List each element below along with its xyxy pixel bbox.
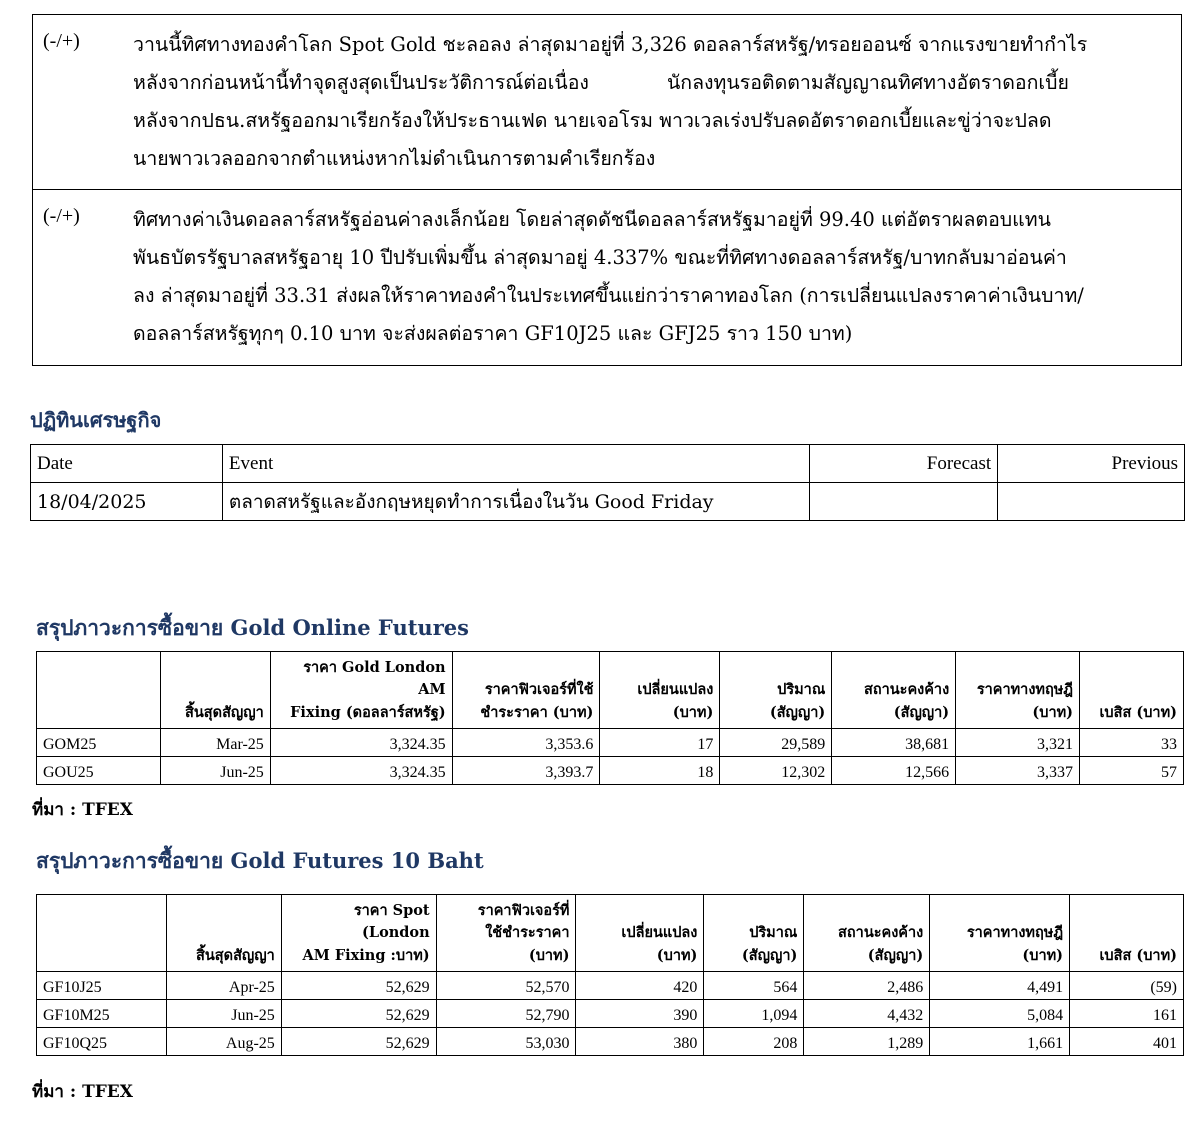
cell-theoretical: 1,661 bbox=[930, 1028, 1070, 1056]
cell-symbol: GOU25 bbox=[37, 757, 161, 785]
commentary-marker: (-/+) bbox=[43, 30, 80, 52]
header-line-top: ปริมาณ bbox=[777, 681, 826, 699]
header-line-top: ราคาฟิวเจอร์ที่ bbox=[477, 902, 570, 919]
gold-futures-10-baht-source: ที่มา : TFEX bbox=[32, 1082, 133, 1102]
column-header-settlement bbox=[452, 652, 600, 729]
header-line-top: ราคาทางทฤษฎี bbox=[976, 681, 1074, 699]
column-header-expiry bbox=[160, 652, 270, 729]
column-header-previous: Previous bbox=[998, 445, 1185, 483]
table-header-row bbox=[37, 895, 1184, 972]
cell-london-am-fixing: 3,324.35 bbox=[270, 729, 452, 757]
commentary-line bbox=[133, 65, 1167, 101]
commentary-line-part: หลังจากก่อนหน้านี้ทำจุดสูงสุดเป็นประวัติการณ์ต่อเนื่อง bbox=[133, 71, 589, 95]
header-line-bottom: (สัญญา) bbox=[893, 703, 950, 721]
header-line-top: ราคา Spot (London bbox=[353, 902, 430, 942]
commentary-row bbox=[33, 190, 1181, 364]
column-header-basis bbox=[1080, 652, 1184, 729]
column-header-date: Date bbox=[31, 445, 223, 483]
gold-online-futures-table bbox=[36, 651, 1184, 785]
cell-theoretical: 3,337 bbox=[956, 757, 1080, 785]
header-line-bottom: AM Fixing :บาท) bbox=[302, 946, 430, 964]
cell-volume: 564 bbox=[704, 972, 804, 1000]
cell-spot: 52,629 bbox=[281, 1028, 436, 1056]
cell-settlement: 52,790 bbox=[436, 1000, 576, 1028]
header-line-bottom: (สัญญา) bbox=[867, 946, 924, 964]
commentary-line: พันธบัตรรัฐบาลสหรัฐอายุ 10 ปีปรับเพิ่มขึ้น ล่าสุดมาอยู่ 4.337% ขณะที่ทิศทางดอลลาร์สหรัฐ/บาทกลับมาอ่อนค่า bbox=[133, 246, 1067, 270]
commentary-row bbox=[33, 15, 1181, 190]
header-line-bottom: (บาท) bbox=[1022, 946, 1064, 964]
column-header-forecast: Forecast bbox=[810, 445, 998, 483]
cell-change: 380 bbox=[576, 1028, 704, 1056]
table-header-row bbox=[31, 445, 1185, 483]
header-line-top: เบสิส (บาท) bbox=[1099, 703, 1177, 721]
economic-calendar-title: ปฏิทินเศรษฐกิจ bbox=[30, 408, 162, 432]
cell-settlement: 3,353.6 bbox=[452, 729, 600, 757]
column-header-volume bbox=[720, 652, 832, 729]
column-header-london-am-fixing bbox=[270, 652, 452, 729]
commentary-line: วานนี้ทิศทางทองคำโลก Spot Gold ชะลอลง ล่าสุดมาอยู่ที่ 3,326 ดอลลาร์สหรัฐ/ทรอยออนซ์ จากแรงขายทำกำไร bbox=[133, 33, 1088, 56]
cell-settlement: 3,393.7 bbox=[452, 757, 600, 785]
cell-symbol: GF10M25 bbox=[37, 1000, 167, 1028]
cell-symbol: GF10J25 bbox=[37, 972, 167, 1000]
cell-previous bbox=[998, 483, 1185, 521]
gold-futures-10-baht-table bbox=[36, 894, 1184, 1056]
table-row bbox=[37, 1000, 1184, 1028]
table-row bbox=[37, 729, 1184, 757]
header-line-top: เปลี่ยนแปลง bbox=[637, 681, 714, 699]
cell-volume: 12,302 bbox=[720, 757, 832, 785]
cell-basis: 161 bbox=[1070, 1000, 1184, 1028]
header-line-top: ราคาฟิวเจอร์ที่ใช้ bbox=[484, 681, 594, 699]
cell-spot: 52,629 bbox=[281, 1000, 436, 1028]
cell-theoretical: 5,084 bbox=[930, 1000, 1070, 1028]
header-line-bottom: ชำระราคา (บาท) bbox=[480, 703, 594, 721]
cell-volume: 29,589 bbox=[720, 729, 832, 757]
commentary-text bbox=[133, 190, 1181, 364]
column-header-theoretical bbox=[930, 895, 1070, 972]
cell-change: 18 bbox=[600, 757, 720, 785]
header-line-bottom: (สัญญา) bbox=[769, 703, 826, 721]
cell-open-interest: 38,681 bbox=[832, 729, 956, 757]
header-line-bottom: (บาท) bbox=[528, 946, 570, 964]
column-header-symbol bbox=[37, 895, 167, 972]
cell-date: 18/04/2025 bbox=[31, 483, 223, 521]
header-line-bottom: Fixing (ดอลลาร์สหรัฐ) bbox=[290, 703, 446, 721]
cell-change: 420 bbox=[576, 972, 704, 1000]
column-header-volume bbox=[704, 895, 804, 972]
cell-event: ตลาดสหรัฐและอังกฤษหยุดทำการเนื่องในวัน Good Friday bbox=[222, 483, 809, 521]
column-header-spot bbox=[281, 895, 436, 972]
column-header-event: Event bbox=[222, 445, 809, 483]
column-header-open-interest bbox=[804, 895, 930, 972]
column-header-change bbox=[600, 652, 720, 729]
commentary-line: หลังจากปธน.สหรัฐออกมาเรียกร้องให้ประธานเฟด นายเจอโรม พาวเวลเร่งปรับลดอัตราดอกเบี้ยและขู่ว่าจะปลด bbox=[133, 109, 1052, 133]
cell-volume: 208 bbox=[704, 1028, 804, 1056]
cell-settlement: 53,030 bbox=[436, 1028, 576, 1056]
header-line-top: สิ้นสุดสัญญา bbox=[196, 946, 275, 964]
gold-online-futures-source: ที่มา : TFEX bbox=[32, 800, 133, 820]
cell-volume: 1,094 bbox=[704, 1000, 804, 1028]
header-line-top: สถานะคงค้าง bbox=[838, 924, 924, 942]
cell-settlement: 52,570 bbox=[436, 972, 576, 1000]
cell-symbol: GF10Q25 bbox=[37, 1028, 167, 1056]
column-header-theoretical bbox=[956, 652, 1080, 729]
header-line-bottom: (บาท) bbox=[1032, 703, 1074, 721]
column-header-settlement bbox=[436, 895, 576, 972]
cell-expiry: Aug-25 bbox=[166, 1028, 281, 1056]
cell-forecast bbox=[810, 483, 998, 521]
column-header-symbol bbox=[37, 652, 161, 729]
cell-basis: 401 bbox=[1070, 1028, 1184, 1056]
cell-expiry: Jun-25 bbox=[166, 1000, 281, 1028]
cell-open-interest: 4,432 bbox=[804, 1000, 930, 1028]
cell-change: 390 bbox=[576, 1000, 704, 1028]
cell-theoretical: 3,321 bbox=[956, 729, 1080, 757]
column-header-change bbox=[576, 895, 704, 972]
cell-open-interest: 2,486 bbox=[804, 972, 930, 1000]
column-header-basis bbox=[1070, 895, 1184, 972]
cell-basis: 33 bbox=[1080, 729, 1184, 757]
header-line-top: เบสิส (บาท) bbox=[1099, 946, 1177, 964]
gold-futures-10-baht-title: สรุปภาวะการซื้อขาย Gold Futures 10 Baht bbox=[36, 848, 484, 873]
cell-basis: 57 bbox=[1080, 757, 1184, 785]
cell-basis: (59) bbox=[1070, 972, 1184, 1000]
cell-london-am-fixing: 3,324.35 bbox=[270, 757, 452, 785]
commentary-line: ทิศทางค่าเงินดอลลาร์สหรัฐอ่อนค่าลงเล็กน้อย โดยล่าสุดดัชนีดอลลาร์สหรัฐมาอยู่ที่ 99.40 แต่อัตราผลตอบแทน bbox=[133, 208, 1051, 232]
commentary-line-part: นักลงทุนรอติดตามสัญญาณทิศทางอัตราดอกเบี้ย bbox=[666, 71, 1069, 95]
commentary-marker: (-/+) bbox=[43, 205, 80, 228]
cell-expiry: Apr-25 bbox=[166, 972, 281, 1000]
table-row bbox=[37, 1028, 1184, 1056]
table-row bbox=[37, 972, 1184, 1000]
document-page bbox=[0, 14, 1200, 1145]
cell-open-interest: 12,566 bbox=[832, 757, 956, 785]
commentary-line: นายพาวเวลออกจากตำแหน่งหากไม่ดำเนินการตามคำเรียกร้อง bbox=[133, 147, 656, 171]
table-row bbox=[37, 757, 1184, 785]
header-line-top: สิ้นสุดสัญญา bbox=[185, 703, 264, 721]
commentary-text bbox=[133, 15, 1181, 189]
commentary-block bbox=[32, 14, 1182, 366]
header-line-bottom: (บาท) bbox=[672, 703, 714, 721]
header-line-top: ราคาทางทฤษฎี bbox=[966, 924, 1064, 942]
header-line-top: เปลี่ยนแปลง bbox=[621, 924, 698, 942]
column-header-expiry bbox=[166, 895, 281, 972]
header-line-bottom: (สัญญา) bbox=[741, 946, 798, 964]
header-line-top: สถานะคงค้าง bbox=[863, 681, 950, 699]
cell-change: 17 bbox=[600, 729, 720, 757]
header-line-mid: ใช้ชำระราคา bbox=[485, 924, 570, 942]
commentary-line: ดอลลาร์สหรัฐทุกๆ 0.10 บาท จะส่งผลต่อราคา GF10J25 และ GFJ25 ราว 150 บาท) bbox=[133, 322, 853, 346]
cell-spot: 52,629 bbox=[281, 972, 436, 1000]
cell-theoretical: 4,491 bbox=[930, 972, 1070, 1000]
economic-calendar-table bbox=[30, 444, 1185, 521]
table-header-row bbox=[37, 652, 1184, 729]
cell-expiry: Mar-25 bbox=[160, 729, 270, 757]
table-row bbox=[31, 483, 1185, 521]
header-line-top: ราคา Gold London AM bbox=[303, 659, 446, 699]
commentary-line: ลง ล่าสุดมาอยู่ที่ 33.31 ส่งผลให้ราคาทองคำในประเทศขึ้นแย่กว่าราคาทองโลก (การเปลี่ยนแปลงราคาค่าเงินบาท/ bbox=[133, 284, 1084, 308]
gold-online-futures-title: สรุปภาวะการซื้อขาย Gold Online Futures bbox=[36, 615, 469, 640]
cell-open-interest: 1,289 bbox=[804, 1028, 930, 1056]
cell-symbol: GOM25 bbox=[37, 729, 161, 757]
header-line-top: ปริมาณ bbox=[749, 924, 798, 942]
header-line-bottom: (บาท) bbox=[656, 946, 698, 964]
column-header-open-interest bbox=[832, 652, 956, 729]
cell-expiry: Jun-25 bbox=[160, 757, 270, 785]
